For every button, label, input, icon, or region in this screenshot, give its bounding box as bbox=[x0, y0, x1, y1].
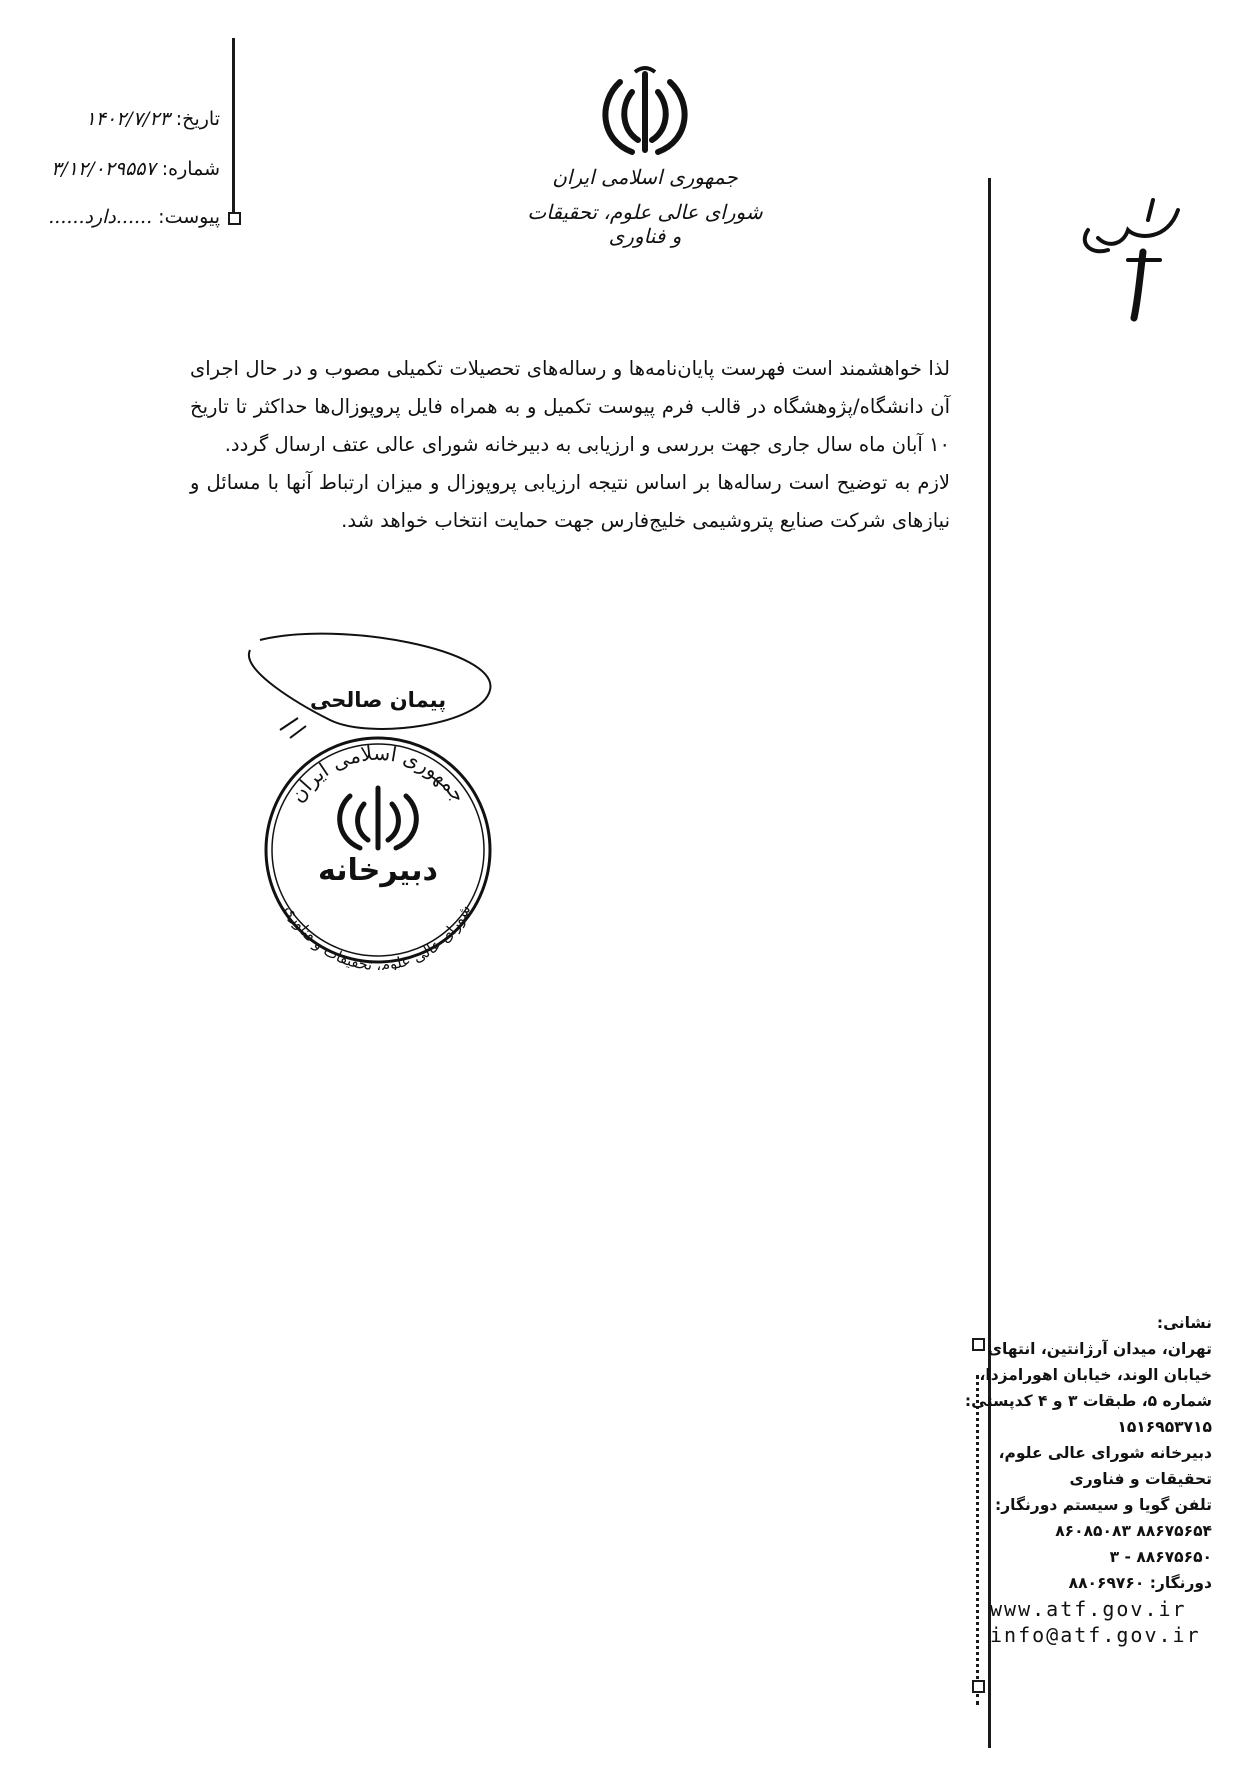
fax-label: دورنگار: bbox=[1149, 1574, 1212, 1592]
iran-emblem-icon bbox=[590, 62, 700, 162]
phone-number: ۸۸۶۷۵۶۵۰ - ۳ bbox=[1109, 1548, 1212, 1566]
fax-line bbox=[990, 1570, 1212, 1596]
phone-label: تلفن گویا و سیستم دورنگار: bbox=[995, 1496, 1212, 1514]
rule-node bbox=[972, 1338, 985, 1351]
address-block bbox=[964, 1310, 1212, 1648]
rule-node bbox=[972, 1680, 985, 1693]
postal-code: ۱۵۱۶۹۵۳۷۱۵ bbox=[1117, 1418, 1212, 1436]
number-label: شماره: bbox=[161, 158, 220, 180]
address-line: تهران، میدان آرژانتین، انتهای bbox=[987, 1340, 1212, 1358]
header-council-name: شورای عالی علوم، تحقیقات و فناوری bbox=[527, 200, 763, 248]
address-line: شماره ۵، طبقات ۳ و ۴ کدپستی: bbox=[964, 1392, 1212, 1410]
address-line: دبیرخانه شورای عالی علوم، bbox=[998, 1444, 1212, 1462]
attachment-label: پیوست: bbox=[158, 206, 220, 228]
address-heading: نشانی: bbox=[1156, 1314, 1212, 1332]
signer-name: پیمان صالحی bbox=[310, 688, 447, 712]
letter-body bbox=[190, 350, 950, 540]
letter-date bbox=[85, 108, 220, 130]
left-margin-rule bbox=[232, 38, 235, 216]
date-label: تاریخ: bbox=[175, 108, 220, 130]
official-seal bbox=[258, 730, 498, 970]
seal-top-text: جمهوری اسلامی ایران bbox=[284, 740, 472, 807]
seal-center-text: دبیرخانه bbox=[318, 853, 438, 888]
rule-node bbox=[228, 212, 241, 225]
fax-number: ۸۸۰۶۹۷۶۰ bbox=[1068, 1574, 1145, 1592]
letter-number bbox=[51, 158, 220, 180]
body-paragraph: لذا خواهشمند است فهرست پایان‌نامه‌ها و رساله‌های تحصیلات تکمیلی مصوب و در حال اجرای آن دانشگاه/پژوهشگاه در قالب فرم پیوست تکمیل و به همراه فایل پروپوزال‌ها حداکثر تا تاریخ ۱۰ آبان ماه سال جاری جهت بررسی و ارزیابی به دبیرخانه شورای عالی عتف ارسال گردد. bbox=[190, 357, 950, 456]
seal-bottom-text: شورای عالی علوم، تحقیقات و فناوری bbox=[281, 901, 475, 970]
address-dotted-rule bbox=[976, 1375, 979, 1705]
body-paragraph: لازم به توضیح است رساله‌ها بر اساس نتیجه ارزیابی پروپوزال و میزان ارتباط آنها با مسائل و نیازهای شرکت صنایع پتروشیمی خلیج‌فارس جهت حمایت انتخاب خواهد شد. bbox=[190, 471, 950, 532]
number-value: ۳/۱۲/۰۲۹۵۵۷ bbox=[51, 158, 156, 180]
email-link[interactable]: info@atf.gov.ir bbox=[990, 1623, 1201, 1647]
date-value: ۱۴۰۲/۷/۲۳ bbox=[85, 108, 170, 130]
website-link[interactable]: www.atf.gov.ir bbox=[990, 1597, 1187, 1621]
phone-number: ۸۸۶۷۵۶۵۴ ۸۶۰۸۵۰۸۳ bbox=[1055, 1522, 1212, 1540]
header-country-name: جمهوری اسلامی ایران bbox=[552, 165, 738, 189]
svg-text:شورای عالی علوم، تحقیقات و فنا bbox=[282, 902, 475, 970]
handwritten-note bbox=[1068, 190, 1188, 330]
address-line: خیابان الوند، خیابان اهورامزدا، bbox=[979, 1366, 1212, 1384]
address-line: تحقیقات و فناوری bbox=[1069, 1470, 1212, 1488]
attachment-value: ......دارد...... bbox=[48, 206, 153, 228]
letter-attachment bbox=[48, 206, 220, 228]
